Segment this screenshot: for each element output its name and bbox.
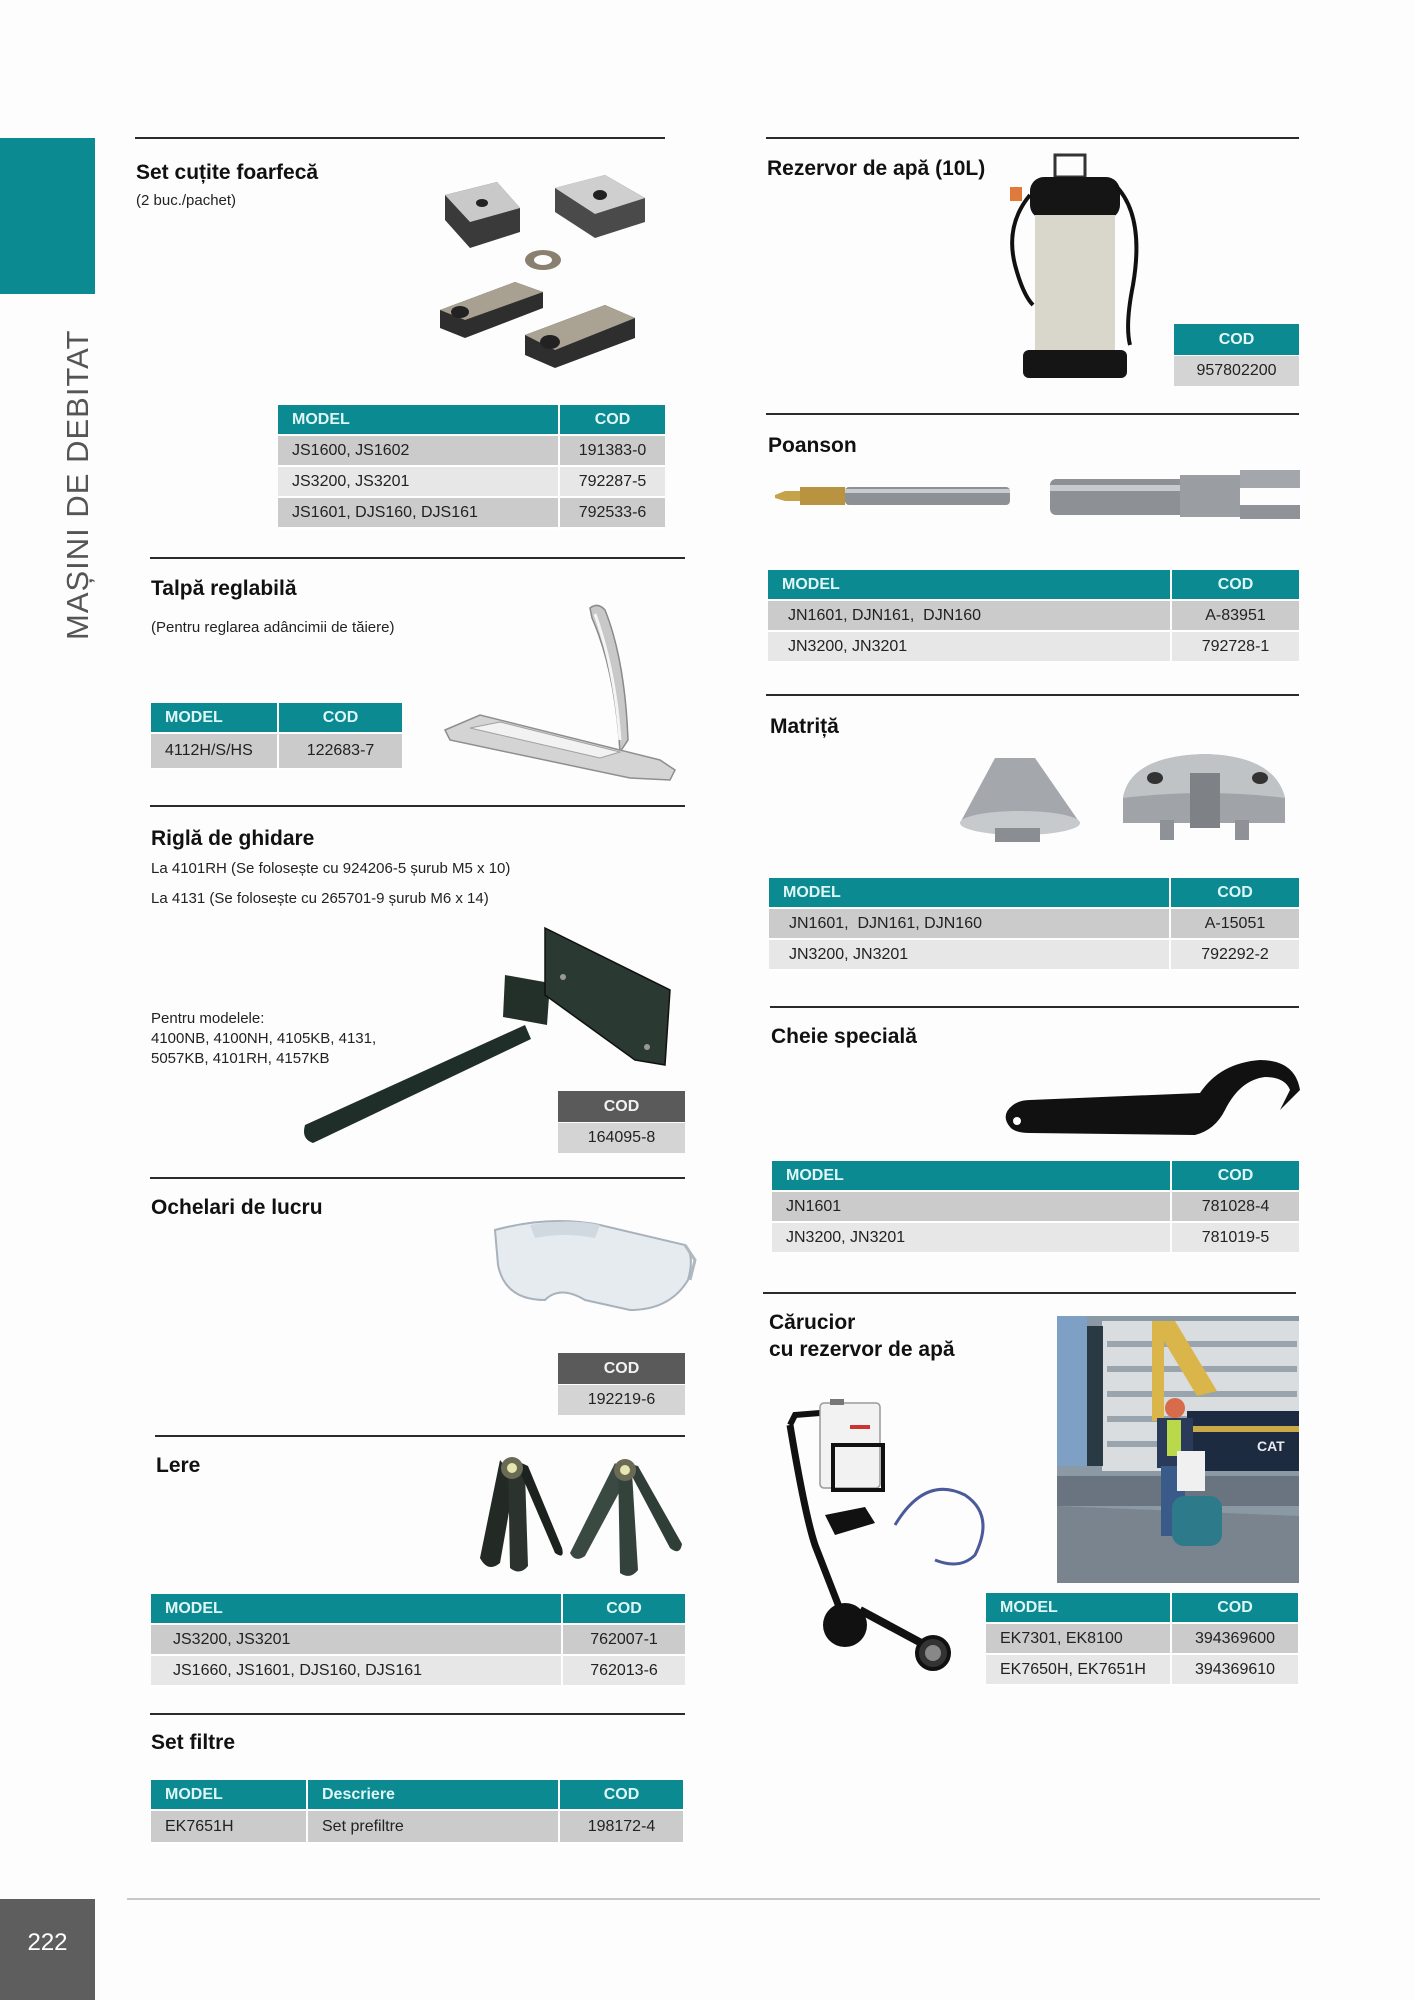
cod-cell: 762013-6: [563, 1656, 685, 1687]
col-header-cod: COD: [1172, 1593, 1298, 1624]
cod-value: 164095-8: [558, 1123, 685, 1153]
cod-box: [558, 1353, 685, 1415]
col-header-model: MODEL: [151, 1780, 306, 1811]
feeler-gauges-image: [470, 1448, 690, 1583]
table-row: [772, 1192, 1299, 1223]
model-cell: JS1601, DJS160, DJS161: [278, 498, 558, 529]
model-table: [276, 405, 667, 529]
cod-cell: 792728-1: [1172, 632, 1299, 663]
col-header-cod: COD: [1172, 1161, 1299, 1192]
product-title: Talpă reglabilă: [151, 577, 297, 600]
cod-cell: 792533-6: [560, 498, 665, 529]
col-header-model: MODEL: [772, 1161, 1170, 1192]
col-header-model: MODEL: [768, 570, 1170, 601]
product-title: Lere: [156, 1454, 201, 1477]
table-row: [986, 1624, 1298, 1655]
page-number: 222: [27, 1929, 68, 1956]
model-table: [149, 1594, 687, 1687]
col-header-model: MODEL: [986, 1593, 1170, 1624]
die-half-disc: [1123, 754, 1285, 840]
model-cell: JN3200, JN3201: [772, 1223, 1170, 1254]
col-header-cod: COD: [279, 703, 402, 734]
punch-small: [775, 487, 1010, 505]
cod-box: [558, 1091, 685, 1153]
model-cell: EK7301, EK8100: [986, 1624, 1170, 1655]
product-title: Cheie specială: [771, 1025, 917, 1048]
col-header-model: MODEL: [151, 703, 277, 734]
table-row: [768, 632, 1299, 663]
product-note: La 4131 (Se folosește cu 265701-9 șurub M6 x 14): [151, 890, 489, 907]
blade-bar-2: [525, 305, 635, 368]
model-cell: JS1660, JS1601, DJS160, DJS161: [151, 1656, 561, 1687]
photo-lettering: CAT: [1257, 1438, 1285, 1454]
model-table: [770, 1161, 1301, 1254]
table-row: [151, 734, 402, 770]
blade-square-2: [555, 175, 645, 238]
section-tab: [0, 138, 95, 294]
product-note: La 4101RH (Se folosește cu 924206-5 șurub M5 x 10): [151, 860, 511, 877]
model-cell: JN3200, JN3201: [768, 632, 1170, 663]
col-header-cod: COD: [563, 1594, 685, 1625]
product-title: Matriță: [770, 715, 839, 738]
model-cell: EK7650H, EK7651H: [986, 1655, 1170, 1686]
description-cell: Set prefiltre: [308, 1811, 558, 1844]
divider: [766, 694, 1299, 696]
gauge-set-2: [570, 1459, 682, 1576]
col-header-cod: COD: [560, 405, 665, 436]
punch-image: [770, 465, 1305, 525]
footer-divider: [127, 1898, 1320, 1900]
cod-value: 192219-6: [558, 1385, 685, 1415]
table-row: [986, 1655, 1298, 1686]
divider: [150, 1177, 685, 1179]
divider: [150, 557, 685, 559]
divider: [763, 1292, 1296, 1294]
cod-cell: 198172-4: [560, 1811, 683, 1844]
cod-cell: A-15051: [1171, 909, 1299, 940]
col-header-cod: COD: [560, 1780, 683, 1811]
table-row: [278, 498, 665, 529]
divider: [155, 1435, 685, 1437]
cod-cell: 122683-7: [279, 734, 402, 770]
product-subtitle: (Pentru reglarea adâncimii de tăiere): [151, 619, 395, 636]
model-cell: 4112H/S/HS: [151, 734, 277, 770]
cod-cell: 792287-5: [560, 467, 665, 498]
cod-cell: 781019-5: [1172, 1223, 1299, 1254]
table-row: [278, 436, 665, 467]
models-list: 5057KB, 4101RH, 4157KB: [151, 1050, 330, 1067]
model-table: [149, 1780, 685, 1844]
die-cone: [960, 758, 1080, 842]
divider: [135, 137, 665, 139]
cod-header: COD: [558, 1353, 685, 1384]
divider: [766, 137, 1299, 139]
model-cell: EK7651H: [151, 1811, 306, 1844]
model-table: [767, 878, 1301, 971]
model-cell: JS3200, JS3201: [278, 467, 558, 498]
die-image: [955, 748, 1295, 858]
product-title: Riglă de ghidare: [151, 827, 315, 850]
divider: [150, 805, 685, 807]
worksite-photo: [1057, 1316, 1299, 1583]
cod-cell: 792292-2: [1171, 940, 1299, 971]
table-row: [278, 467, 665, 498]
cod-cell: 394369600: [1172, 1624, 1298, 1655]
product-title: Set cuțite foarfecă: [136, 161, 319, 184]
product-title: Rezervor de apă (10L): [767, 157, 986, 180]
model-cell: JN1601, DJN161, DJN160: [769, 909, 1169, 940]
col-header-model: MODEL: [278, 405, 558, 436]
gauge-set-1: [480, 1457, 563, 1572]
cod-box: [1174, 324, 1299, 386]
adjustable-shoe-image: [440, 600, 685, 785]
product-title: Poanson: [768, 434, 857, 457]
table-row: [769, 940, 1299, 971]
table-row: [768, 601, 1299, 632]
cod-header: COD: [1174, 324, 1299, 355]
cod-value: 957802200: [1174, 356, 1299, 386]
model-table: [766, 570, 1301, 663]
water-tank-image: [1005, 155, 1145, 385]
col-header-cod: COD: [1171, 878, 1299, 909]
divider: [766, 413, 1299, 415]
model-cell: JN3200, JN3201: [769, 940, 1169, 971]
model-table: [149, 703, 404, 770]
hook-wrench-image: [995, 1055, 1305, 1140]
model-cell: JN1601: [772, 1192, 1170, 1223]
safety-glasses-image: [490, 1210, 700, 1320]
blade-bar-1: [440, 282, 543, 338]
product-title: Ochelari de lucru: [151, 1196, 323, 1219]
model-cell: JN1601, DJN161, DJN160: [768, 601, 1170, 632]
table-row: [769, 909, 1299, 940]
cod-cell: 191383-0: [560, 436, 665, 467]
models-list: 4100NB, 4100NH, 4105KB, 4131,: [151, 1030, 377, 1047]
col-header-model: MODEL: [151, 1594, 561, 1625]
col-header-model: MODEL: [769, 878, 1169, 909]
table-row: [151, 1625, 685, 1656]
product-title-line2: cu rezervor de apă: [769, 1338, 955, 1361]
models-label: Pentru modelele:: [151, 1010, 265, 1027]
col-header-cod: COD: [1172, 570, 1299, 601]
cod-cell: A-83951: [1172, 601, 1299, 632]
model-cell: JS1600, JS1602: [278, 436, 558, 467]
table-row: [151, 1811, 683, 1844]
cod-cell: 394369610: [1172, 1655, 1298, 1686]
divider: [770, 1006, 1299, 1008]
blade-square-1: [445, 182, 520, 248]
cod-cell: 762007-1: [563, 1625, 685, 1656]
product-title: Set filtre: [151, 1731, 236, 1754]
cod-header: COD: [558, 1091, 685, 1122]
product-title: Cărucior: [769, 1311, 856, 1334]
shear-blades-image: [425, 170, 655, 370]
cod-cell: 781028-4: [1172, 1192, 1299, 1223]
punch-large: [1050, 470, 1300, 519]
model-table: [984, 1593, 1300, 1686]
table-row: [151, 1656, 685, 1687]
col-header-description: Descriere: [308, 1780, 558, 1811]
divider: [150, 1713, 685, 1715]
table-row: [772, 1223, 1299, 1254]
section-label: MAȘINI DE DEBITAT: [60, 329, 95, 640]
model-cell: JS3200, JS3201: [151, 1625, 561, 1656]
product-subtitle: (2 buc./pachet): [136, 192, 237, 209]
